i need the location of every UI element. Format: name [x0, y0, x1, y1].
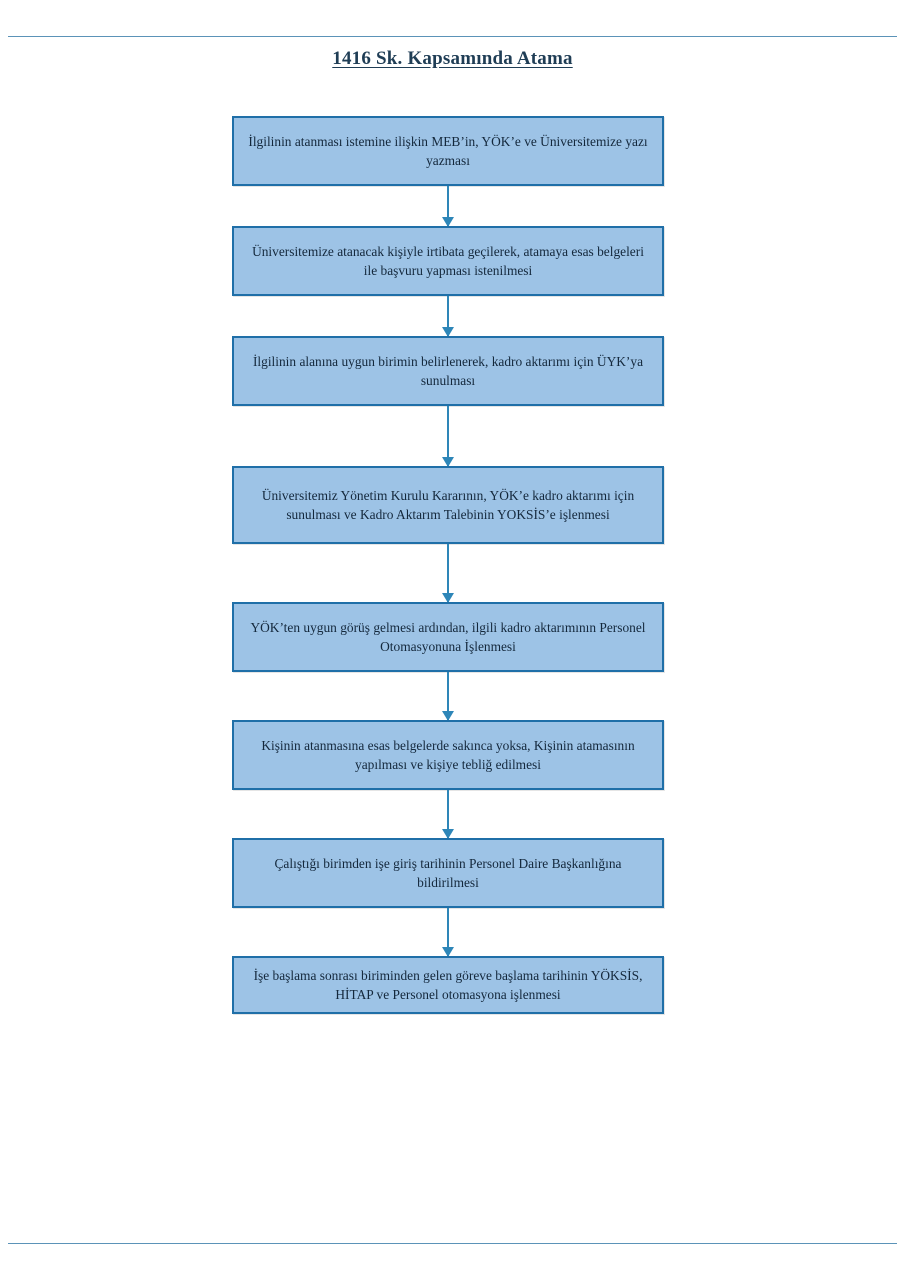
arrow-down-icon [447, 186, 449, 226]
arrow-down-icon [447, 672, 449, 720]
arrow-down-icon [447, 296, 449, 336]
flow-edge-2-3 [232, 296, 664, 336]
arrow-down-icon [447, 544, 449, 602]
flow-node-7[interactable] [232, 838, 664, 908]
arrow-down-icon [447, 406, 449, 466]
flow-edge-3-4 [232, 406, 664, 466]
flow-edge-7-8 [232, 908, 664, 956]
page-title-text: 1416 Sk. Kapsamında Atama [332, 48, 573, 69]
flow-node-3[interactable] [232, 336, 664, 406]
flow-node-label: Çalıştığı birimden işe giriş tarihinin Personel Daire Başkanlığına bildirilmesi [274, 855, 622, 890]
flow-node-label: Kişinin atanmasına esas belgelerde sakınca yoksa, Kişinin atamasının yapılması ve kişiye tebliğ edilmesi [261, 737, 635, 772]
arrow-down-icon [447, 908, 449, 956]
header-divider [8, 36, 897, 37]
flow-node-label: Üniversitemiz Yönetim Kurulu Kararının, YÖK’e kadro aktarımı için sunulması ve Kadro Aktarım Talebinin YOKSİS’e işlenmesi [261, 487, 635, 522]
arrow-down-icon [447, 790, 449, 838]
flow-node-label: İlgilinin alanına uygun birimin belirlenerek, kadro aktarımı için ÜYK’ya sunulması [252, 353, 644, 388]
flow-edge-1-2 [232, 186, 664, 226]
footer-divider [8, 1243, 897, 1244]
flow-node-5[interactable] [232, 602, 664, 672]
flow-node-2[interactable] [232, 226, 664, 296]
page-title [0, 48, 905, 70]
flow-node-label: İlgilinin atanması istemine ilişkin MEB’in, YÖK’e ve Üniversitemize yazı yazması [248, 133, 648, 168]
flowchart [232, 116, 664, 1014]
flow-node-label: İşe başlama sonrası biriminden gelen göreve başlama tarihinin YÖKSİS, HİTAP ve Personel otomasyona işlenmesi [253, 967, 643, 1002]
flow-node-6[interactable] [232, 720, 664, 790]
flow-node-8[interactable] [232, 956, 664, 1014]
flow-node-label: Üniversitemize atanacak kişiyle irtibata geçilerek, atamaya esas belgeleri ile başvuru yapması istenilmesi [252, 243, 644, 278]
flow-node-1[interactable] [232, 116, 664, 186]
flow-edge-6-7 [232, 790, 664, 838]
flow-edge-4-5 [232, 544, 664, 602]
flow-edge-5-6 [232, 672, 664, 720]
flow-node-label: YÖK’ten uygun görüş gelmesi ardından, ilgili kadro aktarımının Personel Otomasyonuna İşlenmesi [250, 619, 646, 654]
flow-node-4[interactable] [232, 466, 664, 544]
